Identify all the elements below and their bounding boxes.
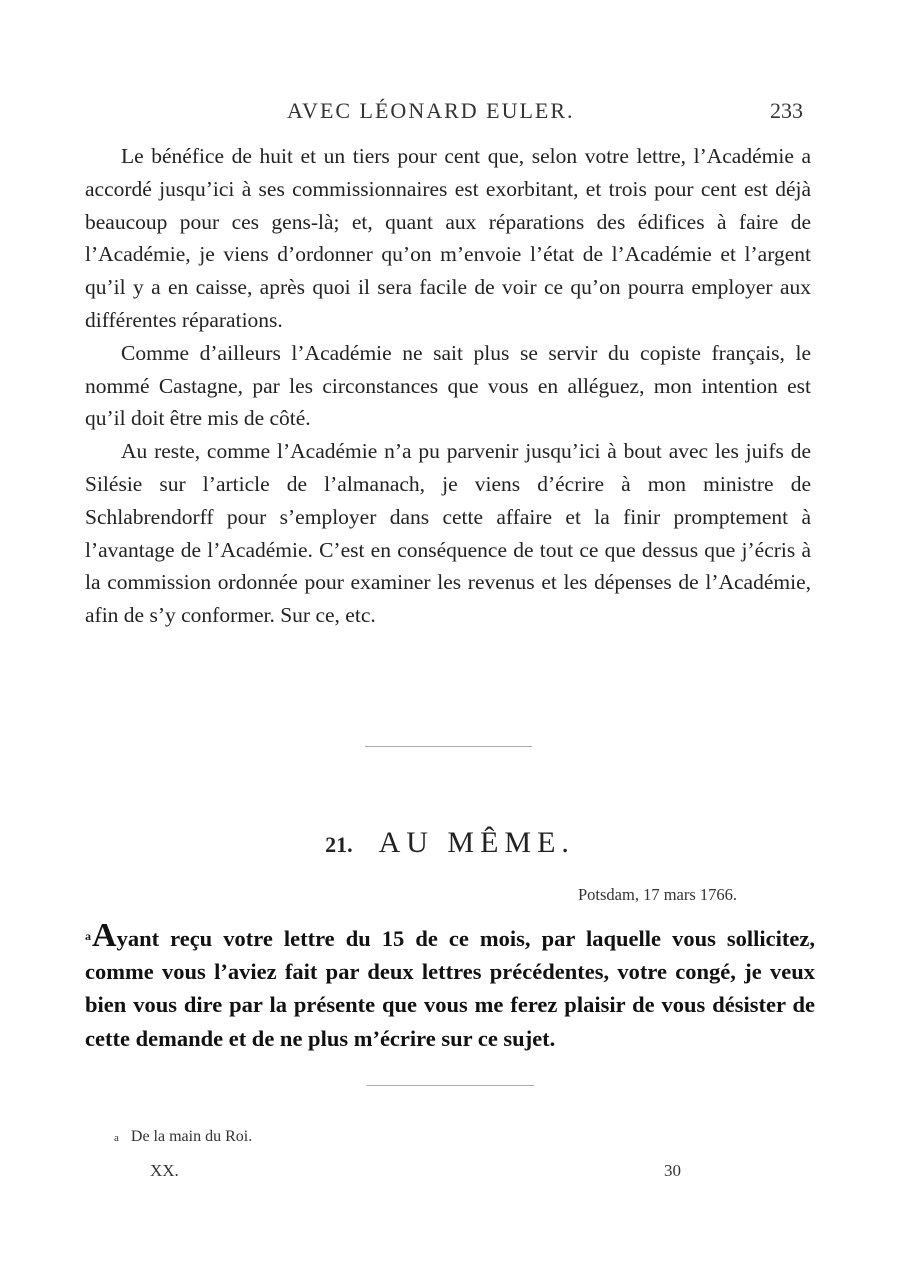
- running-title: AVEC LÉONARD EULER.: [287, 98, 575, 123]
- signature-mark: XX.: [150, 1161, 179, 1180]
- letter-heading: [0, 826, 900, 860]
- running-head: [0, 98, 900, 128]
- section-divider: [367, 1085, 534, 1086]
- section-divider: [365, 746, 532, 747]
- paragraph: Au reste, comme l’Académie n’a pu parvenir jusqu’ici à bout avec les juifs de Silésie sur l’article de l’almanach, je viens d’écrire à mon ministre de Schlabrendorff pour s’employer dans cette affaire et la finir promptement à l’avantage de l’Académie. C’est en conséquence de tout ce que dessus que j’écris à la commission ordonnée pour examiner les revenus et les dépenses de l’Académie, afin de s’y conformer. Sur ce, etc.: [85, 439, 811, 628]
- letter-title: AU MÊME.: [378, 826, 575, 859]
- page-number: 233: [770, 98, 803, 123]
- body-text: [85, 140, 811, 632]
- paragraph: Le bénéfice de huit et un tiers pour cent que, selon votre lettre, l’Académie a accordé jusqu’ici à ses commissionnaires est exorbitant, et trois pour cent est déjà beaucoup pour ces gens-là; et, quant aux réparations des édifices à faire de l’Académie, je viens d’ordonner qu’on m’envoie l’état de l’Académie et l’argent qu’il y a en caisse, après quoi il sera facile de voir ce qu’on pourra employer aux différentes réparations.: [85, 144, 811, 332]
- footnote-reference: a: [85, 929, 91, 943]
- footnote: [114, 1128, 252, 1146]
- letter-body: [85, 917, 815, 1055]
- sheet-number: 30: [664, 1161, 681, 1180]
- letter-text: yant reçu votre lettre du 15 de ce mois, par laquelle vous sollicitez, comme vous l’aviez fait par deux lettres précédentes, votre congé, je veux bien vous dire par la présente que vous me ferez plaisir de vous désister de cette demande et de ne plus m’écrire sur ce sujet.: [85, 926, 815, 1051]
- dateline: Potsdam, 17 mars 1766.: [578, 885, 738, 904]
- paragraph: Comme d’ailleurs l’Académie ne sait plus se servir du copiste français, le nommé Castagne, par les circonstances que vous en alléguez, mon intention est qu’il doit être mis de côté.: [85, 340, 811, 431]
- drop-cap: A: [92, 917, 117, 954]
- footnote-mark: a: [114, 1132, 119, 1144]
- letter-number: 21.: [325, 832, 353, 857]
- letter-paragraph: [85, 917, 815, 1055]
- footnote-text: De la main du Roi.: [130, 1128, 253, 1145]
